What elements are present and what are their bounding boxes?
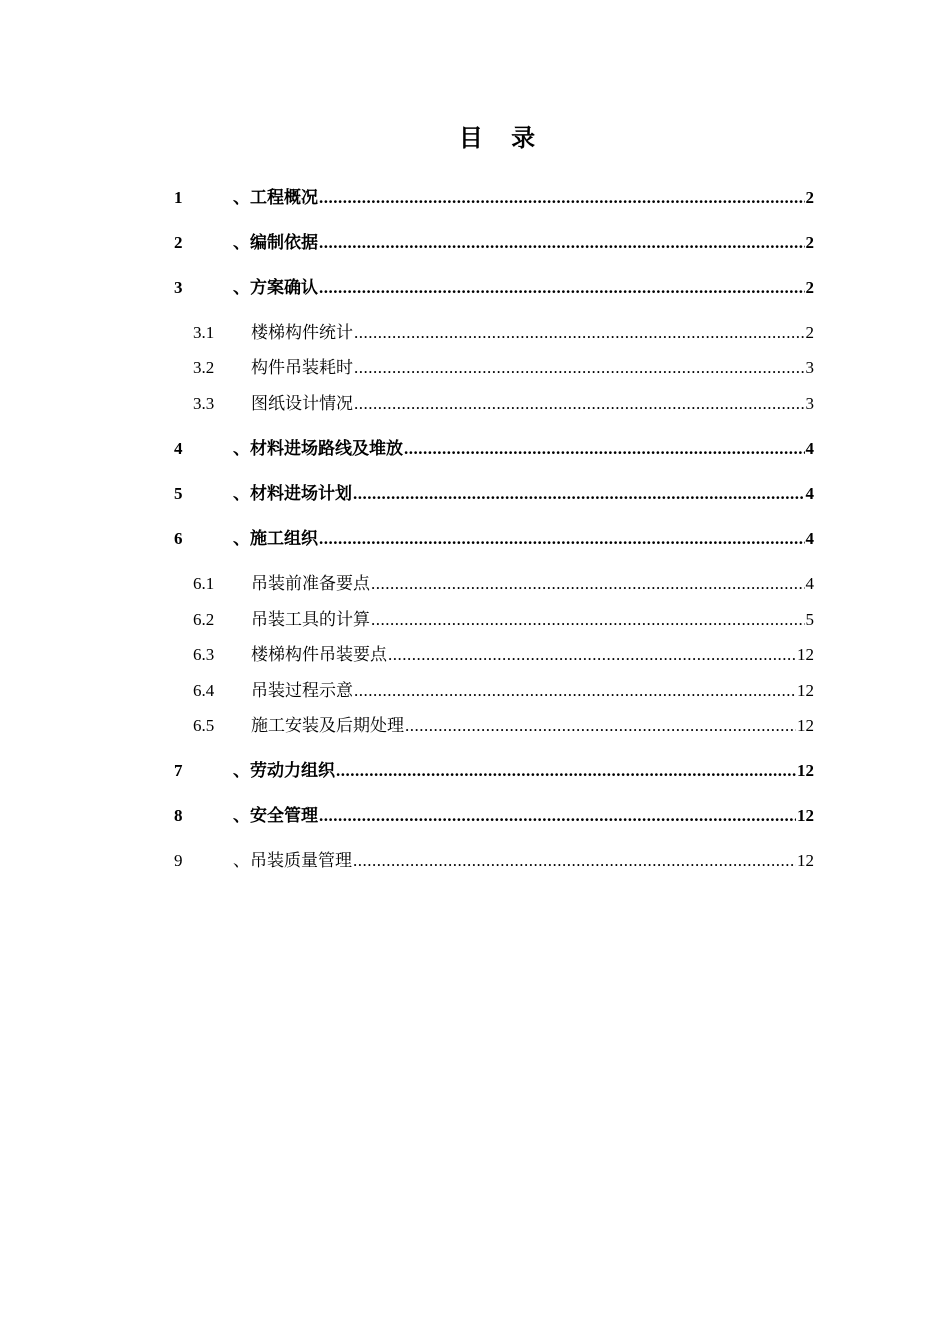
toc-entry[interactable] [193, 608, 814, 632]
toc-entry-title: 、编制依据 [233, 233, 318, 253]
toc-entry-title: 吊装工具的计算 [251, 610, 370, 630]
toc-leader-dots [404, 437, 805, 461]
toc-leader-dots [353, 849, 796, 873]
toc-entry[interactable] [193, 356, 814, 380]
toc-leader-dots [388, 643, 796, 667]
toc-entry[interactable] [174, 231, 814, 255]
toc-entry[interactable] [174, 186, 814, 210]
toc-entry[interactable] [174, 759, 814, 783]
toc-entry-page: 2 [805, 188, 814, 207]
toc-entry-page: 12 [797, 851, 814, 870]
toc-entry-number: 2 [174, 233, 183, 252]
toc-leader-dots [353, 482, 805, 506]
toc-entry-number: 8 [174, 806, 183, 825]
toc-entry-title: 施工安装及后期处理 [251, 716, 404, 736]
toc-leader-dots [319, 527, 805, 551]
toc-entry-number: 3.3 [193, 394, 215, 413]
toc-entry-page: 3 [805, 358, 814, 377]
toc-entry-title: 、方案确认 [233, 278, 318, 298]
toc-entry-number: 3.1 [193, 323, 215, 342]
toc-leader-dots [336, 759, 796, 783]
toc-entry[interactable] [174, 804, 814, 828]
toc-entry[interactable] [193, 572, 814, 596]
toc-entry-number: 1 [174, 188, 183, 207]
toc-entry-page: 2 [805, 323, 814, 342]
toc-entry-number: 9 [174, 851, 183, 870]
toc-entry-number: 6.3 [193, 645, 215, 664]
toc-entry-number: 6.5 [193, 716, 215, 735]
toc-entry-number: 6.4 [193, 681, 215, 700]
toc-leader-dots [319, 186, 805, 210]
toc-entry-title: 、材料进场路线及堆放 [233, 439, 403, 459]
toc-entry[interactable] [193, 714, 814, 738]
toc-entry[interactable] [193, 392, 814, 416]
toc-entry-page: 5 [805, 610, 814, 629]
toc-entry[interactable] [174, 482, 814, 506]
toc-entry-page: 12 [797, 681, 814, 700]
toc-entry-number: 6.1 [193, 574, 215, 593]
toc-entry-title: 吊装前准备要点 [251, 574, 370, 594]
toc-entry-title: 、吊装质量管理 [233, 851, 352, 871]
toc-entry-page: 3 [805, 394, 814, 413]
toc-entry[interactable] [174, 849, 814, 873]
toc-leader-dots [319, 804, 796, 828]
toc-entry-number: 6.2 [193, 610, 215, 629]
toc-entry-title: 图纸设计情况 [251, 394, 353, 414]
toc-leader-dots [405, 714, 796, 738]
toc-entry-title: 构件吊装耗时 [251, 358, 353, 378]
toc-leader-dots [354, 321, 805, 345]
toc-entry-title: 楼梯构件吊装要点 [251, 645, 387, 665]
toc-entry-title: 吊装过程示意 [251, 681, 353, 701]
toc-entry-title: 、劳动力组织 [233, 761, 335, 781]
toc-entry-title: 、工程概况 [233, 188, 318, 208]
toc-entry[interactable] [193, 679, 814, 703]
toc-entry-number: 5 [174, 484, 183, 503]
toc-entry-page: 2 [805, 278, 814, 297]
toc-entry-page: 12 [797, 761, 814, 780]
toc-entry-number: 3 [174, 278, 183, 297]
toc-entry-page: 12 [797, 716, 814, 735]
toc-leader-dots [354, 392, 805, 416]
toc-entry-title: 、施工组织 [233, 529, 318, 549]
toc-entry-page: 4 [805, 529, 814, 548]
toc-leader-dots [319, 276, 805, 300]
toc-entry-page: 2 [805, 233, 814, 252]
toc-entry-title: 、材料进场计划 [233, 484, 352, 504]
toc-entry-page: 4 [805, 574, 814, 593]
toc-entry[interactable] [174, 527, 814, 551]
toc-entry[interactable] [174, 276, 814, 300]
toc-entry-page: 4 [805, 439, 814, 458]
toc-entry-title: 、安全管理 [233, 806, 318, 826]
toc-entry-number: 4 [174, 439, 183, 458]
toc-entry-page: 12 [797, 645, 814, 664]
toc-entry[interactable] [193, 321, 814, 345]
toc-leader-dots [354, 679, 796, 703]
toc-entry-title: 楼梯构件统计 [251, 323, 353, 343]
toc-entry[interactable] [174, 437, 814, 461]
toc-leader-dots [319, 231, 805, 255]
toc-entry-number: 6 [174, 529, 183, 548]
toc-entry-page: 4 [805, 484, 814, 503]
toc-entry-number: 7 [174, 761, 183, 780]
toc-leader-dots [354, 356, 805, 380]
toc-leader-dots [371, 608, 805, 632]
toc-entry-page: 12 [797, 806, 814, 825]
toc-leader-dots [371, 572, 805, 596]
toc-entry-number: 3.2 [193, 358, 215, 377]
toc-entry[interactable] [193, 643, 814, 667]
toc-title: 目 录 [458, 124, 546, 152]
